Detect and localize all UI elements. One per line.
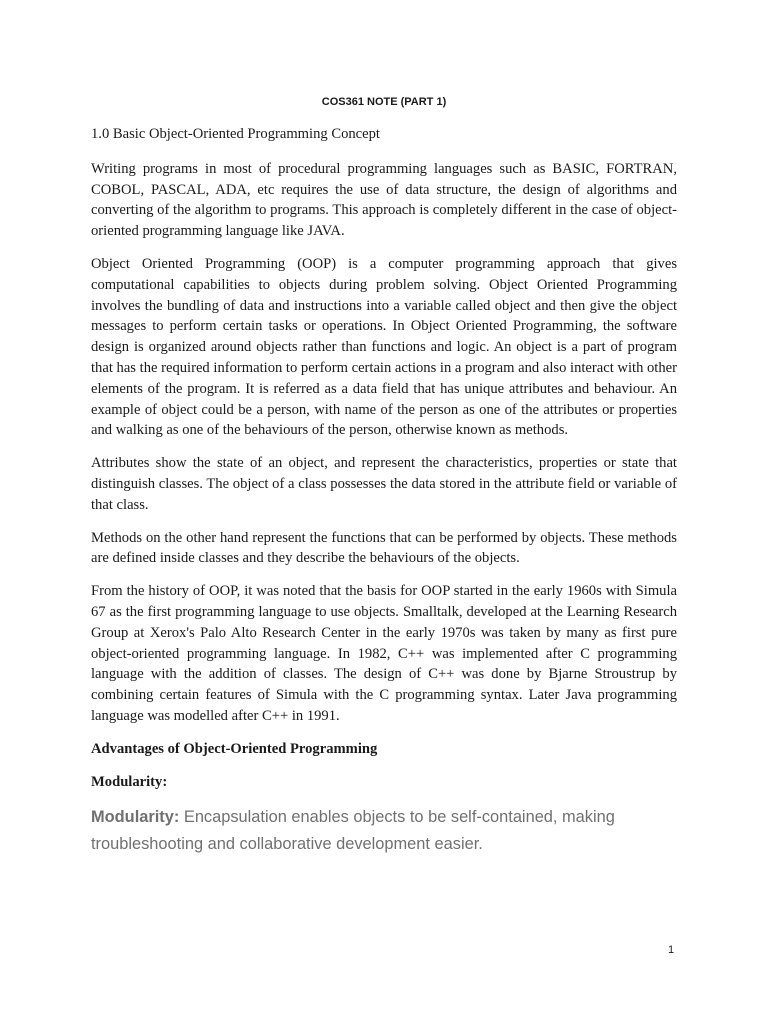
modularity-highlight bbox=[91, 804, 677, 858]
modularity-heading: Modularity: bbox=[91, 773, 168, 790]
advantages-heading: Advantages of Object-Oriented Programming bbox=[91, 740, 378, 757]
page-content bbox=[91, 95, 677, 858]
modularity-highlight-text: Encapsulation enables objects to be self-contained, making troubleshooting and collaborative development easier. bbox=[91, 808, 615, 854]
paragraph-oop-definition: Object Oriented Programming (OOP) is a computer programming approach that gives computational capabilities to objects during problem solving. Object Oriented Programming involves the bundling of data and instructions into a variable called object and then give the object messages to perform certain tasks or operations. In Object Oriented Programming, the software design is organized around objects rather than functions and logic. An object is a part of program that has the required information to perform certain actions in a program and also interact with other elements of the program. It is referred as a data field that has unique attributes and behaviour. An example of object could be a person, with name of the person as one of the attributes or properties and walking as one of the behaviours of the person, otherwise known as methods. bbox=[91, 255, 677, 439]
paragraph-methods: Methods on the other hand represent the functions that can be performed by objects. These methods are defined inside classes and they describe the behaviours of the objects. bbox=[91, 529, 677, 567]
paragraph-procedural-languages: Writing programs in most of procedural programming languages such as BASIC, FORTRAN, COBOL, PASCAL, ADA, etc requires the use of data structure, the design of algorithms and converting of the algorithm to programs. This approach is completely different in the case of object-oriented programming language like JAVA. bbox=[91, 160, 677, 240]
paragraph-oop-history: From the history of OOP, it was noted that the basis for OOP started in the early 1960s with Simula 67 as the first programming language to use objects. Smalltalk, developed at the Learning Research Group at Xerox's Palo Alto Research Center in the early 1970s was taken by many as first pure object-oriented programming language. In 1982, C++ was implemented after C programming language with the addition of classes. The design of C++ was done by Bjarne Stroustrup by combining certain features of Simula with the C programming syntax. Later Java programming language was modelled after C++ in 1991. bbox=[91, 583, 677, 724]
document-title: COS361 NOTE (PART 1) bbox=[321, 96, 447, 108]
paragraph-attributes: Attributes show the state of an object, and represent the characteristics, properties or state that distinguish classes. The object of a class possesses the data stored in the attribute field or variable of that class. bbox=[91, 455, 677, 513]
section-heading: 1.0 Basic Object-Oriented Programming Concept bbox=[91, 126, 380, 142]
page-number: 1 bbox=[668, 944, 675, 956]
modularity-highlight-label: Modularity: bbox=[91, 808, 180, 827]
